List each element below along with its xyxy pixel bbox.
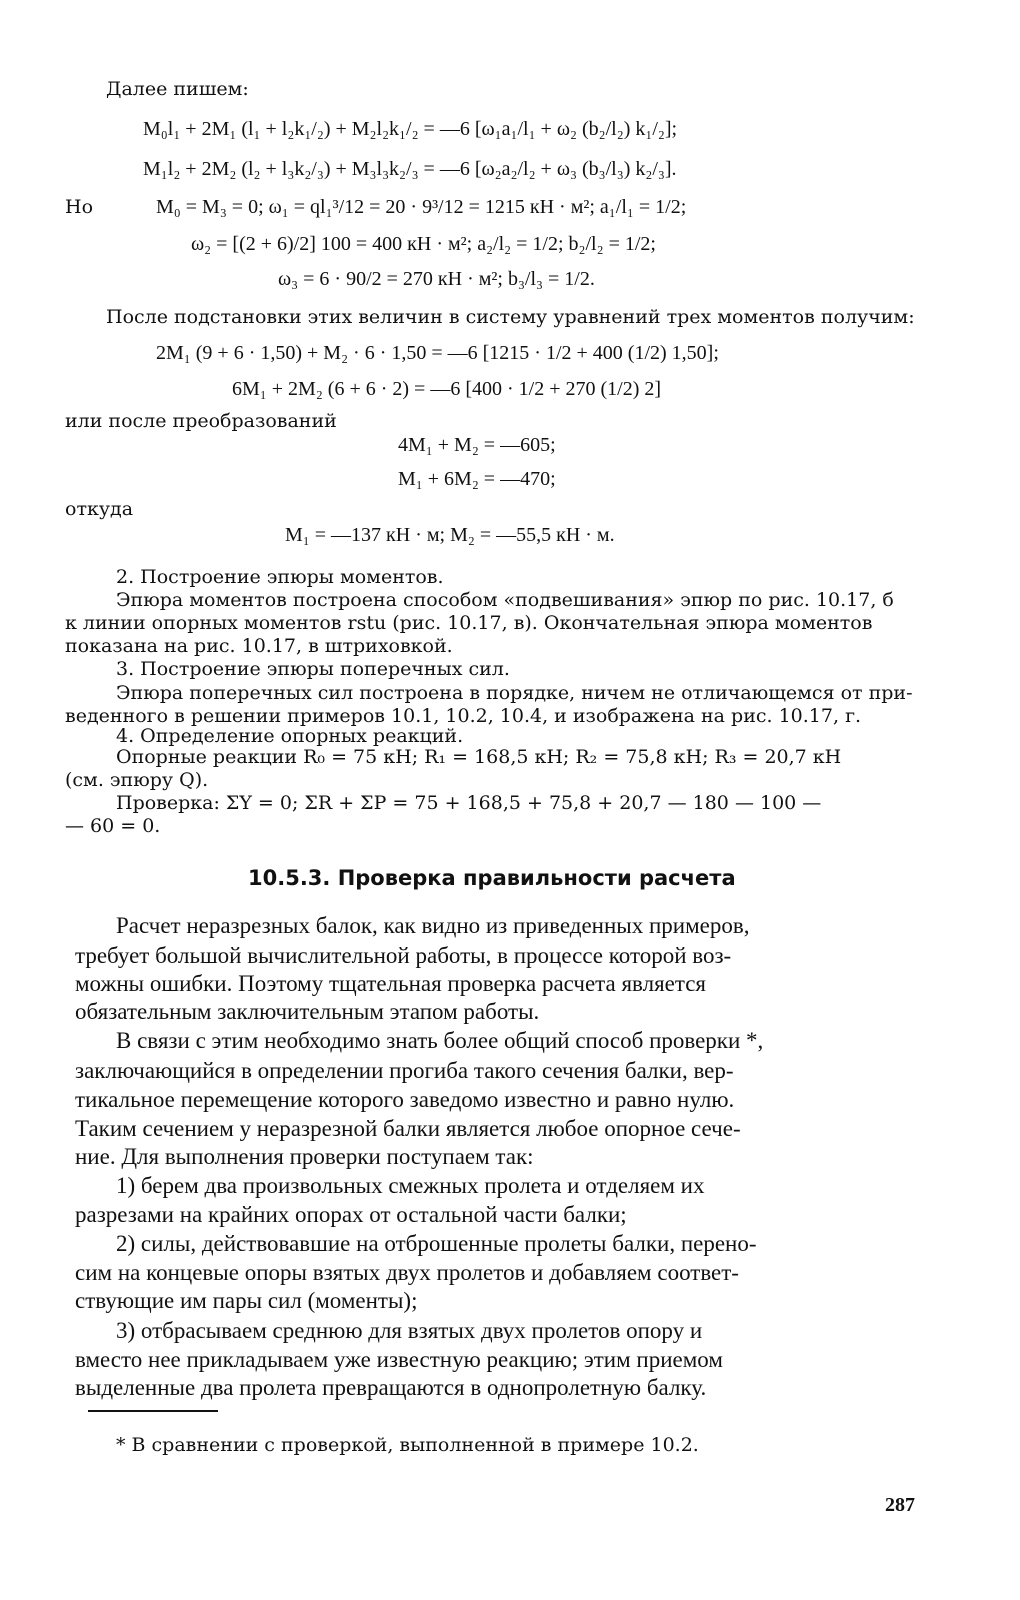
step-4-line-2: (см. эпюру Q). xyxy=(65,769,209,791)
equation-2: M₁l₂ + 2M₂ (l₂ + l₃k₂/₃) + M₃l₃k₂/₃ = —6 [ω₂a₂/l₂ + ω₃ (b₃/l₃) k₂/₃]. xyxy=(143,158,677,180)
intro-text: Далее пишем: xyxy=(106,78,249,100)
footnote: * В сравнении с проверкой, выполненной в примере 10.2. xyxy=(116,1434,699,1456)
transform-text: или после преобразований xyxy=(65,410,337,432)
list-item-1-line-1: 1) берем два произвольных смежных пролета и отделяем их xyxy=(116,1173,705,1198)
step-3-line-1: Эпюра поперечных сил построена в порядке, ничем не отличающемся от при- xyxy=(116,682,913,704)
paragraph-2-line-3: тикальное перемещение которого заведомо известно и равно нулю. xyxy=(75,1087,735,1112)
page-number: 287 xyxy=(885,1494,915,1516)
system-eq-2: 6M₁ + 2M₂ (6 + 6 · 2) = —6 [400 · 1/2 + 270 (1/2) 2] xyxy=(232,378,662,400)
list-item-2-line-2: сим на концевые опоры взятых двух пролетов и добавляем соответ- xyxy=(75,1260,739,1285)
step-4-title: 4. Определение опорных реакций. xyxy=(116,725,464,747)
paragraph-2-line-5: ние. Для выполнения проверки поступаем так: xyxy=(75,1144,534,1169)
list-item-3-line-1: 3) отбрасываем среднюю для взятых двух пролетов опору и xyxy=(116,1318,703,1343)
step-2-line-3: показана на рис. 10.17, в штриховкой. xyxy=(65,635,453,657)
equation-1: M₀l₁ + 2M₁ (l₁ + l₂k₁/₂) + M₂l₂k₁/₂ = —6 [ω₁a₁/l₁ + ω₂ (b₂/l₂) k₁/₂]; xyxy=(143,118,678,140)
list-item-1-line-2: разрезами на крайних опорах от остальной части балки; xyxy=(75,1202,627,1227)
step-2-line-1: Эпюра моментов построена способом «подвешивания» эпюр по рис. 10.17, б xyxy=(116,589,894,611)
values-line-3: ω₃ = 6 · 90/2 = 270 кН · м²; b₃/l₃ = 1/2. xyxy=(278,268,595,290)
paragraph-1-line-2: требует большой вычислительной работы, в процессе которой воз- xyxy=(75,943,732,968)
paragraph-2-line-4: Таким сечением у неразрезной балки является любое опорное сече- xyxy=(75,1116,741,1141)
values-line-2: ω₂ = [(2 + 6)/2] 100 = 400 кН · м²; a₂/l₂ = 1/2; b₂/l₂ = 1/2; xyxy=(191,233,656,255)
step-2-line-2: к линии опорных моментов rstu (рис. 10.17, в). Окончательная эпюра моментов xyxy=(65,612,873,634)
paragraph-2-line-2: заключающийся в определении прогиба такого сечения балки, вер- xyxy=(75,1058,734,1083)
paragraph-2-line-1: В связи с этим необходимо знать более общий способ проверки *, xyxy=(116,1028,764,1053)
list-item-2-line-1: 2) силы, действовавшие на отброшенные пролеты балки, перено- xyxy=(116,1231,757,1256)
whence-text: откуда xyxy=(65,498,134,520)
result-moments: M₁ = —137 кН · м; M₂ = —55,5 кН · м. xyxy=(285,524,615,546)
paragraph-1-line-3: можны ошибки. Поэтому тщательная проверка расчета является xyxy=(75,971,706,996)
paragraph-1-line-4: обязательным заключительным этапом работы. xyxy=(75,999,540,1024)
paragraph-1-line-1: Расчет неразрезных балок, как видно из приведенных примеров, xyxy=(116,913,750,938)
step-3-line-2: веденного в решении примеров 10.1, 10.2, 10.4, и изображена на рис. 10.17, г. xyxy=(65,705,862,727)
but-label: Но xyxy=(65,196,94,218)
system-eq-1: 2M₁ (9 + 6 · 1,50) + M₂ · 6 · 1,50 = —6 [1215 · 1/2 + 400 (1/2) 1,50]; xyxy=(156,342,719,364)
list-item-2-line-3: ствующие им пары сил (моменты); xyxy=(75,1288,418,1313)
values-line-1: M₀ = M₃ = 0; ω₁ = ql₁³/12 = 20 · 9³/12 = 1215 кН · м²; a₁/l₁ = 1/2; xyxy=(156,196,687,218)
step-3-title: 3. Построение эпюры поперечных сил. xyxy=(116,658,510,680)
reduced-eq-1: 4M₁ + M₂ = —605; xyxy=(398,434,556,456)
step-4-line-1: Опорные реакции R₀ = 75 кН; R₁ = 168,5 кН; R₂ = 75,8 кН; R₃ = 20,7 кН xyxy=(116,746,842,768)
list-item-3-line-2: вместо нее прикладываем уже известную реакцию; этим приемом xyxy=(75,1347,723,1372)
check-line-2: — 60 = 0. xyxy=(65,815,161,837)
substitution-text: После подстановки этих величин в систему уравнений трех моментов получим: xyxy=(106,306,915,328)
step-2-title: 2. Построение эпюры моментов. xyxy=(116,566,444,588)
list-item-3-line-3: выделенные два пролета превращаются в однопролетную балку. xyxy=(75,1375,707,1400)
reduced-eq-2: M₁ + 6M₂ = —470; xyxy=(398,468,556,490)
check-line-1: Проверка: ΣY = 0; ΣR + ΣP = 75 + 168,5 + 75,8 + 20,7 — 180 — 100 — xyxy=(116,792,822,814)
footnote-divider xyxy=(88,1410,218,1412)
section-heading: 10.5.3. Проверка правильности расчета xyxy=(248,866,736,890)
